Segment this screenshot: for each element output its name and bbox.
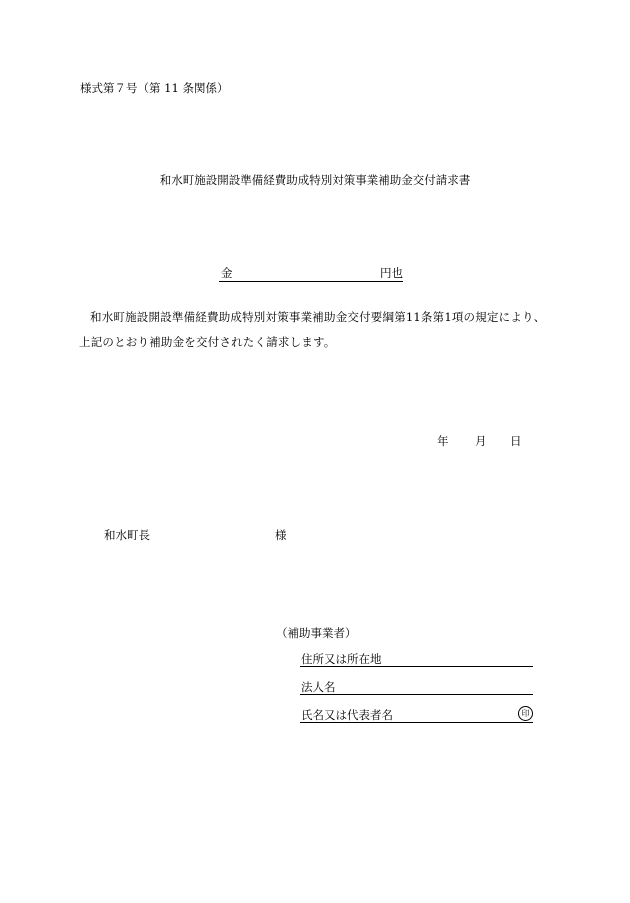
corporation-name-label: 法人名 bbox=[301, 680, 336, 694]
request-statement: 和水町施設開設準備経費助成特別対策事業補助金交付要綱第11条第1項の規定により、上記のとおり補助金を交付されたく請求します。 bbox=[79, 310, 546, 349]
representative-name-field[interactable] bbox=[300, 707, 533, 723]
seal-mark: 印 bbox=[518, 706, 533, 721]
amount-suffix: 円也 bbox=[380, 266, 403, 280]
recipient-name: 和水町長 bbox=[104, 528, 150, 542]
date-day-label: 日 bbox=[510, 434, 522, 448]
recipient-honorific: 様 bbox=[275, 528, 287, 542]
representative-name-label: 氏名又は代表者名 bbox=[301, 708, 393, 722]
document-title: 和水町施設開設準備経費助成特別対策事業補助金交付請求書 bbox=[159, 173, 471, 187]
address-label: 住所又は所在地 bbox=[301, 652, 382, 666]
address-field[interactable] bbox=[300, 651, 533, 667]
amount-prefix: 金 bbox=[221, 266, 233, 280]
form-number: 様式第７号（第 11 条関係） bbox=[80, 81, 229, 95]
date-month-label: 月 bbox=[475, 434, 487, 448]
date-year-label: 年 bbox=[437, 434, 449, 448]
corporation-name-field[interactable] bbox=[300, 679, 533, 695]
applicant-heading: （補助事業者） bbox=[276, 626, 357, 640]
amount-field[interactable] bbox=[219, 265, 403, 282]
